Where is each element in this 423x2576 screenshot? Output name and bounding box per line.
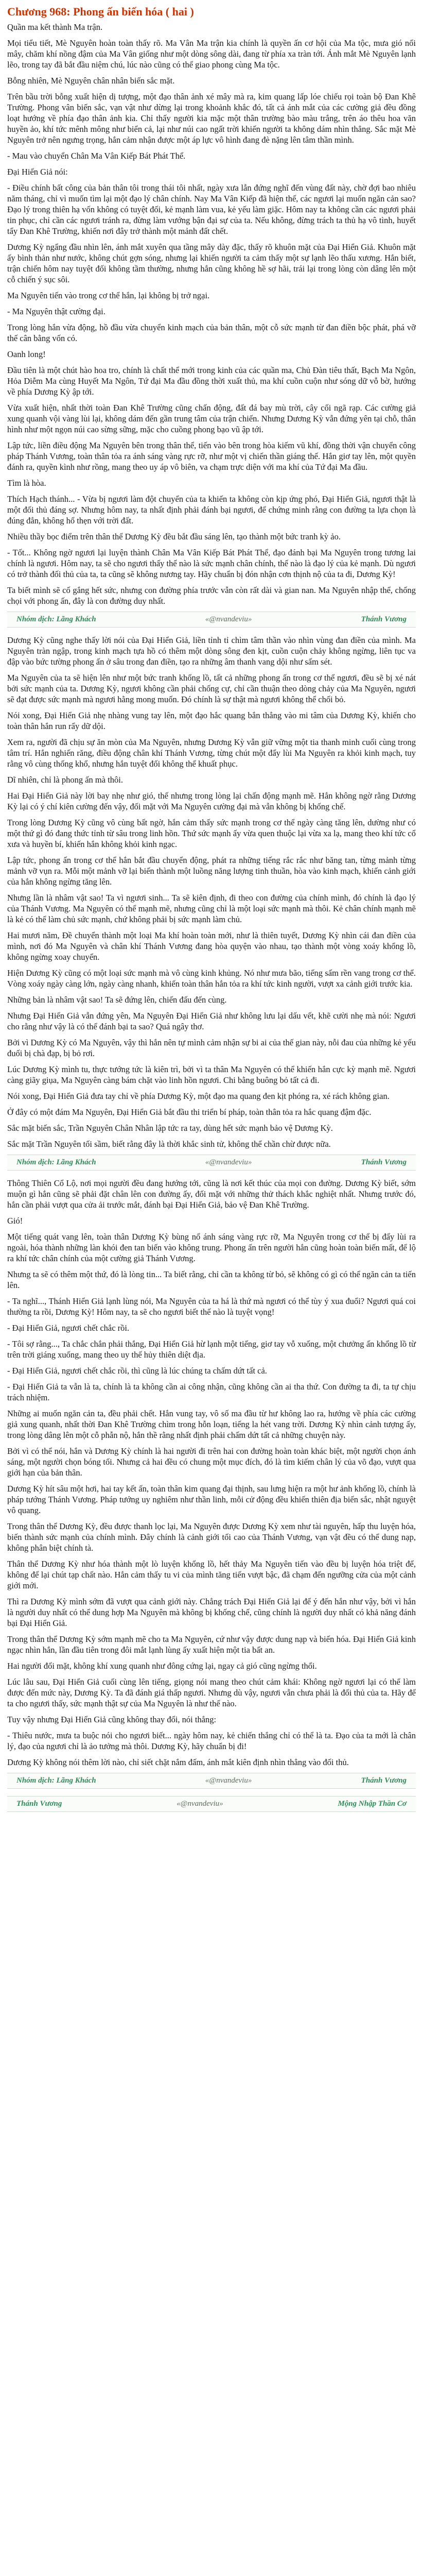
paragraph: - Đại Hiển Giả, ngươi chết chắc rồi. [7,1323,130,1333]
paragraph: Ở đây có một đám Ma Nguyên, Đại Hiển Giả bắt đầu thi triển bí pháp, toàn thân tỏa ra hắc quang đậm đặc. [7,1107,372,1117]
paragraph: Dương Kỳ hít sâu một hơi, hai tay kết ấn, toàn thân kim quang đại thịnh, sau lưng hiện ra một hư ảnh khổng lồ, chính là pháp tướng Thánh Vương. Pháp tướng uy nghiêm như thần linh, mỗi cử động đều khiến thiên địa biến sắc, nhật nguyệt vô quang. [7,1484,416,1515]
paragraph: Nói xong, Đại Hiển Giả nhẹ nhàng vung tay lên, một đạo hắc quang bắn thẳng vào mi tâm của Dương Kỳ, khiến cho toàn thân hắn run rẩy dữ dội. [7,710,416,731]
paragraph: Trên bầu trời bỗng xuất hiện dị tượng, một đạo thân ảnh xé mây mà ra, kim quang lấp lóe chiếu rọi toàn bộ Đan Khê Trường. Phong vân biến sắc, vạn vật như dừng lại trong khoảnh khắc đó, tất cả ánh mắt của các cường giả đều đồng loạt hướng về phía đạo thân ảnh kia. Chỉ thấy người kia mặc một thân trường bào màu trắng, trên áo thêu hoa văn huyền ảo, khí tức mênh mông như biển cả, lại như núi cao ngất trời khiến người ta không dám nhìn thẳng. Sắc mặt Mè Nguyên trở nên ngưng trọng, hắn cảm nhận được một áp lực vô hình đang đè nặng lên tâm thần mình. [7,92,416,145]
paragraph: Hiện Dương Kỳ cũng có một loại sức mạnh mà vô cùng kinh khủng. Nó như mưa bão, tiếng sấm rền vang trong cơ thể. Vòng xoáy ngày càng lớn, ngày càng nhanh, khiến toàn thân hắn tỏa ra khí tức kinh người, vượt xa cảnh giới trước kia. [7,968,416,989]
paragraph: Gió! [7,1216,23,1226]
watermark-bar [7,1155,416,1171]
paragraph: Đại Hiển Giả nói: [7,167,68,177]
chapter-section-3 [0,1178,423,1789]
paragraph: Vừa xuất hiện, nhất thời toàn Đan Khê Trường cũng chấn động, đất đá bay mù trời, cây cối ngã rạp. Các cường giả xung quanh vội vàng lùi lại, không dám đến gần trung tâm của trận chiến. Nhưng Dương Kỳ vẫn đứng yên tại chỗ, thân hình như một ngọn núi cao sừng sững, mặc cho cuồng phong bạo vũ ập tới. [7,403,416,434]
paragraph: Lúc Dương Kỳ mình tu, thực tướng tức là kiên trì, bởi vì ta thân Ma Nguyên có thể khiến hắn cực kỳ mạnh mẽ. Ngươi càng giãy giụa, Ma Nguyên càng bám chặt vào linh hồn ngươi. Chi bằng buông bỏ tất cả đi. [7,1064,416,1085]
watermark-handle: «@nvandeviu» [205,1776,252,1785]
paragraph: Trong lòng hắn vừa động, hồ đầu vừa chuyển kinh mạch của bản thân, một cỗ sức mạnh từ đan điền bộc phát, phá vỡ thế cân bằng vốn có. [7,323,416,343]
paragraph: Nói xong, Đại Hiển Giả đưa tay chỉ về phía Dương Kỳ, một đạo ma quang đen kịt phóng ra, xé rách không gian. [7,1091,390,1101]
paragraph: - Mau vào chuyển Chân Ma Vân Kiếp Bát Phát Thể. [7,151,186,161]
watermark-handle: «@nvandeviu» [205,1158,252,1166]
paragraph: Tìm là hòa. [7,478,46,488]
paragraph: Bởi vì Dương Kỳ có Ma Nguyên, vậy thì hắn nên tự mình cảm nhận sự bi ai của thế gian này, nỗi đau của những kẻ yếu đuối bị chà đạp, bị bỏ rơi. [7,1038,416,1058]
paragraph: Tuy vậy nhưng Đại Hiển Giả cũng không thay đổi, nói thẳng: [7,1715,217,1724]
paragraph: - Ma Nguyên thật cường đại. [7,307,105,316]
paragraph: - Đại Hiển Giả, ngươi chết chắc rồi, thì cũng là lúc chúng ta chấm dứt tất cả. [7,1366,267,1376]
paragraph: Xem ra, người đã chịu sự ăn mòn của Ma Nguyên, nhưng Dương Kỳ vẫn giữ vững một tia thanh minh cuối cùng trong tâm trí. Hắn nghiến răng, điều động chân khí Thánh Vương, từng chút một đẩy lùi Ma Nguyên ra khỏi kinh mạch, tuy rằng vô cùng thống khổ, nhưng hắn tuyệt đối không thể khuất phục. [7,737,416,769]
chapter-title: Chương 968: Phong ấn biến hóa ( hai ) [7,5,194,18]
paragraph: Ta biết mình sẽ cố gắng hết sức, nhưng con đường phía trước vẫn còn rất dài và gian nan. Ma Nguyên nhập thể, chống chọi với phong ấn, đây là con đường duy nhất. [7,585,416,606]
page-footer-bar [7,1796,416,1812]
paragraph: Lúc lâu sau, Đại Hiển Giả cuối cùng lên tiếng, giọng nói mang theo chút cảm khái: Không ngờ ngươi lại có thể làm được đến mức này, Dương Kỳ. Ta đã đánh giá thấp ngươi. Nhưng dù vậy, ngươi vẫn chưa phải là đối thủ của ta. Hãy để ta cho ngươi thấy, sức mạnh thật sự của Ma Nguyên là như thế nào. [7,1677,416,1708]
paragraph: Trong thân thể Dương Kỳ sớm mạnh mẽ cho ta Ma Nguyên, cứ như vậy được dung nạp và biến hóa. Đại Hiển Giả kinh ngạc nhìn hắn, lần đầu tiên trong đôi mắt lạnh lùng ấy xuất hiện một tia bất an. [7,1634,416,1655]
footer-author: Mộng Nhập Thần Cơ [338,1800,407,1808]
watermark-translator: Nhóm dịch: Lãng Khách [16,1158,96,1166]
paragraph: Trong thân thể Dương Kỳ, đều được thanh lọc lại, Ma Nguyên được Dương Kỳ xem như tài nguyên, hấp thu luyện hóa, biến thành sức mạnh của chính mình. Đây chính là cảnh giới tối cao của Thánh Vương, vạn vật đều có thể dung nạp, không phân biệt chính tà. [7,1521,416,1553]
watermark-novel: Thánh Vương [361,615,407,623]
paragraph: Trong lòng Dương Kỳ cũng vô cùng bất ngờ, hắn cảm thấy sức mạnh trong cơ thể ngày càng tăng lên, dường như có một thứ gì đó đang thức tỉnh từ sâu trong linh hồn. Thứ sức mạnh ấy vừa quen thuộc lại vừa xa lạ, mang theo khí tức cổ xưa và huyền bí, khiến hắn không khỏi kinh ngạc. [7,818,416,849]
paragraph: Bỗng nhiên, Mè Nguyên chân nhân biến sắc mặt. [7,76,175,86]
watermark-translator: Nhóm dịch: Lãng Khách [16,1776,96,1785]
paragraph: Thì ra Dương Kỳ mình sớm đã vượt qua cảnh giới này. Chẳng trách Đại Hiển Giả lại để ý đến hắn như vậy, bởi vì hắn là người duy nhất có thể dung hợp Ma Nguyên mà không bị khống chế, cũng chính là người duy nhất có khả năng đánh bại Đại Hiển Giả. [7,1597,416,1628]
paragraph: Thông Thiên Cổ Lộ, nơi mọi người đều đang hướng tới, cũng là nơi kết thúc của mọi con đường. Dương Kỳ biết, sớm muộn gì hắn cũng sẽ phải đặt chân lên con đường ấy, đối mặt với những thử thách khắc nghiệt nhất. Nhưng trước đó, hắn cần phải vượt qua cửa ải trước mắt, đánh bại Đại Hiển Giả, bảo vệ Đan Khê Trường. [7,1178,416,1210]
paragraph: Thích Hạch thánh... - Vừa bị ngươi làm đột chuyển của ta khiến ta không còn kịp ứng phó, Đại Hiển Giả, ngươi thật là một đối thủ đáng sợ. Nhưng hôm nay, ta nhất định phải đánh bại ngươi, để chứng minh rằng con đường ta lựa chọn là đúng đắn, không hổ thẹn với trời đất. [7,494,416,526]
paragraph: - Đại Hiển Giả ta vẫn là ta, chính là ta không cần ai công nhận, cũng không cần ai tha thứ. Con đường ta đi, ta tự chịu trách nhiệm. [7,1382,416,1402]
paragraph: Thân thể Dương Kỳ như hóa thành một lò luyện khổng lồ, hết thảy Ma Nguyên tiến vào đều bị luyện hóa triệt để, không để lại chút tạp chất nào. Hắn cảm thấy tu vi của mình tăng tiến vượt bậc, đã chạm đến ngưỡng cửa của một cảnh giới mới. [7,1559,416,1590]
paragraph: Một tiếng quát vang lên, toàn thân Dương Kỳ bùng nổ ánh sáng vàng rực rỡ, Ma Nguyên trong cơ thể bị đẩy lùi ra ngoài, hóa thành những làn khói đen tan biến vào không trung. Phong ấn trên người hắn cũng hoàn toàn biến mất, để lộ ra khí tức chân chính của một cường giả Thánh Vương. [7,1232,416,1263]
chapter-section-2 [0,635,423,1171]
paragraph: Sắc mặt biến sắc, Trần Nguyên Chân Nhân lập tức ra tay, dùng hết sức mạnh bảo vệ Dương Kỳ. [7,1123,333,1133]
watermark-bar [7,1773,416,1789]
paragraph: Dĩ nhiên, chỉ là phong ấn mà thôi. [7,775,123,785]
paragraph: Ma Nguyên của ta sẽ hiện lên như một bức tranh khổng lồ, tất cả những phong ấn trong cơ thể ngươi, đều sẽ bị xé nát bởi sức mạnh của ta. Dương Kỳ, ngươi không cần phải chống cự, chỉ cần thuận theo dòng chảy của Ma Nguyên, ngươi sẽ đạt được sức mạnh mà ngươi hằng mong muốn. Đó chính là sự thật mà ngươi không thể chối bỏ. [7,673,416,704]
paragraph: Hai Đại Hiển Giả này lời bay nhẹ như gió, thế nhưng trong lòng lại chấn động mạnh mẽ. Hắn không ngờ rằng Dương Kỳ lại có ý chí kiên cường đến vậy, đối mặt với Ma Nguyên cường đại mà vẫn không bị khống chế. [7,791,416,811]
paragraph: Mọi tiểu tiết, Mè Nguyên hoàn toàn thấy rõ. Ma Vân Ma trận kia chính là quyền ấn cơ hội của Ma tộc, mưa gió nổi mây, chăm khí nồng đậm của Ma Vân giống như một dòng sông dài, đang từ phía xa tràn tới. Ánh mắt Mè Nguyên lạnh lẽo, trong tay đã bắt đầu niệm chú, lúc nào cũng có thể giao phong cùng Ma tộc. [7,38,416,70]
paragraph: Hai người đối mặt, không khí xung quanh như đông cứng lại, ngay cả gió cũng ngừng thổi. [7,1661,317,1671]
paragraph: Dương Kỳ cũng nghe thấy lời nói của Đại Hiển Giả, liền tỉnh tỉ chìm tâm thần vào nhìn vùng đan điền của mình. Ma Nguyên tràn ngập, trong kinh mạch tựa hồ có thêm một dòng sông đen kịt, cuồn cuộn chảy không ngừng, liên tục va đập vào bức tường phong ấn ở sâu trong đan điền, tạo ra những âm thanh vang dội như sấm sét. [7,635,416,667]
paragraph: Nhưng ta sẽ có thêm một thứ, đó là lòng tin... Ta biết rằng, chỉ cần ta không từ bỏ, sẽ không có gì có thể ngăn cản ta tiến lên. [7,1269,416,1290]
paragraph: Nhưng lần là nhâm vật sao! Ta vì ngươi sinh... Ta sẽ kiên định, đi theo con đường của chính mình, đó chính là đạo lý của Thánh Vương. Ma Nguyên có thể mạnh mẽ, nhưng cũng chỉ là một loại sức mạnh mà thôi. Kẻ chân chính mạnh mẽ là kẻ có thể làm chủ sức mạnh, chứ không phải bị sức mạnh làm chủ. [7,893,416,924]
paragraph: Dương Kỳ ngẩng đầu nhìn lên, ánh mắt xuyên qua tầng mây dày đặc, thấy rõ khuôn mặt của Đại Hiển Giả. Khuôn mặt ấy bình thản như nước, không chút gợn sóng, nhưng lại khiến người ta cảm thấy một sự lạnh lẽo thấu xương. Hắn biết, trận chiến hôm nay tuyệt đối không tầm thường, nhưng hắn cũng không hề sợ hãi, trái lại trong lòng còn dâng lên một cỗ chiến ý sục sôi. [7,242,416,284]
section-paragraphs [7,1178,416,1768]
paragraph: Những ai muốn ngăn cản ta, đều phải chết. Hắn vung tay, vô số ma đầu từ hư không lao ra, hướng về phía các cường giả xung quanh, nhất thời Đan Khê Trường chìm trong hỗn loạn, tiếng la hét vang trời. Dương Kỳ nhìn cảnh tượng ấy, trong lòng dâng lên một cỗ phẫn nộ, hắn thề rằng nhất định phải chấm dứt tất cả những chuyện này. [7,1409,416,1440]
paragraph: Nhưng Đại Hiển Giả vẫn đứng yên, Ma Nguyên Đại Hiển Giả như không lưu lại dấu vết, khẽ cười nhẹ mà nói: Ngươi cho rằng như vậy là có thể đánh bại ta sao? Quá ngây thơ. [7,1011,416,1031]
watermark-novel: Thánh Vương [361,1776,407,1785]
paragraph: Bởi vì có thể nói, hắn và Dương Kỳ chính là hai người đi trên hai con đường hoàn toàn khác biệt, một người chọn ánh sáng, một người chọn bóng tối. Nhưng cả hai đều có chung một mục đích, đó là tìm kiếm chân lý của võ đạo, vượt qua giới hạn của bản thân. [7,1446,416,1478]
paragraph: Sắc mặt Trần Nguyên tối sầm, biết rằng đây là thời khắc sinh tử, không thể chần chừ được nữa. [7,1139,331,1149]
paragraph: Dương Kỳ không nói thêm lời nào, chỉ siết chặt nắm đấm, ánh mắt kiên định nhìn thẳng vào đối thủ. [7,1757,349,1767]
paragraph: Nhiều thầy bọc điểm trên thân thể Dương Kỳ đều bắt đầu sáng lên, tạo thành một bức tranh kỳ ảo. [7,532,341,541]
paragraph: Quần ma kết thành Ma trận. [7,22,103,32]
paragraph: Lập tức, liền điều động Ma Nguyên bên trong thân thể, tiến vào bên trong hòa kiếm vũ khí, đồng thời vận chuyển công pháp Thánh Vương, toàn thân tỏa ra ánh sáng vàng rực rỡ, như một vị chiến thần giáng thế. Hắn giơ tay lên, một quyền đánh ra, quyền kình như rồng, mang theo uy áp vô biên, va chạm trực diện với ma khí của Tứ đại Ma đầu. [7,440,416,472]
footer-novel: Thánh Vương [16,1800,62,1808]
paragraph: Hai mươi năm, Đề chuyển thành một loại Ma khí hoàn toàn mới, như là thiên tuyết, Dương Kỳ nhìn cái đan điền của mình, nơi đó Ma Nguyên và chân khí Thánh Vương đang hòa quyện vào nhau, tạo thành một vòng xoáy khổng lồ, không ngừng xoay chuyển. [7,930,416,962]
paragraph: - Ta nghĩ..., Thánh Hiển Giả lạnh lùng nói, Ma Nguyên của ta há là thứ mà ngươi có thể tùy ý xua đuổi? Ngươi quá coi thường ta rồi, Dương Kỳ! Hôm nay, ta sẽ cho ngươi biết thế nào là tuyệt vọng! [7,1296,416,1317]
paragraph: Đầu tiên là một chút hào hoa tro, chính là chất thể mới trong kinh của các quần ma, Chủ Đàn tiêu thất, Bạch Ma Ngôn, Hỏa Diễm Ma cùng Huyết Ma Ngôn, Tứ đại Ma đầu đồng thời xuất thủ, ma khí cuồn cuộn như sóng dữ vỗ bờ, hướng về phía Dương Kỳ ập tới. [7,365,416,397]
watermark-bar [7,612,416,628]
chapter-section-1 [0,22,423,628]
paragraph: - Thiêu nước, mưa ta buộc nói cho ngươi biết... ngày hôm nay, kẻ chiến thắng chỉ có thể là ta. Đạo của ta mới là chân lý, đạo của ngươi chỉ là ảo tưởng mà thôi. Dương Kỳ, hãy chuẩn bị đi! [7,1731,416,1751]
watermark-handle: «@nvandeviu» [205,615,252,623]
paragraph: Những bản là nhâm vật sao! Ta sẽ đứng lên, chiến đấu đến cùng. [7,995,227,1005]
paragraph: Lập tức, phong ấn trong cơ thể hắn bắt đầu chuyển động, phát ra những tiếng rắc rắc như băng tan, từng mảnh từng mảnh vỡ vụn ra. Mỗi một mảnh vỡ lại biến thành một luồng năng lượng tinh thuần, hòa vào kinh mạch, khiến cảnh giới của hắn không ngừng tăng lên. [7,855,416,887]
paragraph: Ma Nguyên tiến vào trong cơ thể hắn, lại không bị trở ngại. [7,291,210,300]
paragraph: - Tôi sợ rằng..., Ta chắc chắn phải thắng, Đại Hiển Giả hừ lạnh một tiếng, giơ tay vỗ xuống, một chưởng ấn khổng lồ từ trên trời giáng xuống, mang theo uy thế hủy thiên diệt địa. [7,1339,416,1360]
watermark-translator: Nhóm dịch: Lãng Khách [16,615,96,623]
paragraph: - Điều chính bất công của bản thân tôi trong thái tôi nhất, ngày xưa lẫn đứng nghĩ đến vùng đất này, chờ đợi bao nhiêu năm tháng, chỉ vì muốn tìm lại một đạo lý chân chính. Nay Ma Vân Kiếp đã hiện thế, các ngươi lại muốn ngăn cản sao? Đạo lý trong thiên hạ vốn không có tuyệt đối, kẻ mạnh làm vua, kẻ yếu làm giặc. Hôm nay ta không cần các ngươi phải tin phục, chỉ cần các ngươi tránh ra, đừng làm vướng bận đại sự của ta. Nếu không, đừng trách ta thủ hạ vô tình, huyết tẩy Đan Khê Trường, khiến nơi đây trở thành một mảnh đất chết. [7,183,416,236]
watermark-novel: Thánh Vương [361,1158,407,1166]
paragraph: - Tốt... Không ngờ ngươi lại luyện thành Chân Ma Vân Kiếp Bát Phát Thể, đạo đánh bại Ma Nguyên trong tương lai chính là ngươi. Hôm nay, ta sẽ cho ngươi thấy thế nào là sức mạnh chân chính, thế nào là đạo lý của kẻ mạnh. Dù ngươi có trở thành đối thủ của ta, ta cũng sẽ không nương tay. Hãy chuẩn bị đón nhận cơn thịnh nộ của ta đi, Dương Kỳ! [7,548,416,579]
paragraph: Oanh long! [7,349,46,359]
footer-handle: «@nvandeviu» [177,1800,223,1808]
section-paragraphs [7,635,416,1149]
section-paragraphs [7,22,416,606]
